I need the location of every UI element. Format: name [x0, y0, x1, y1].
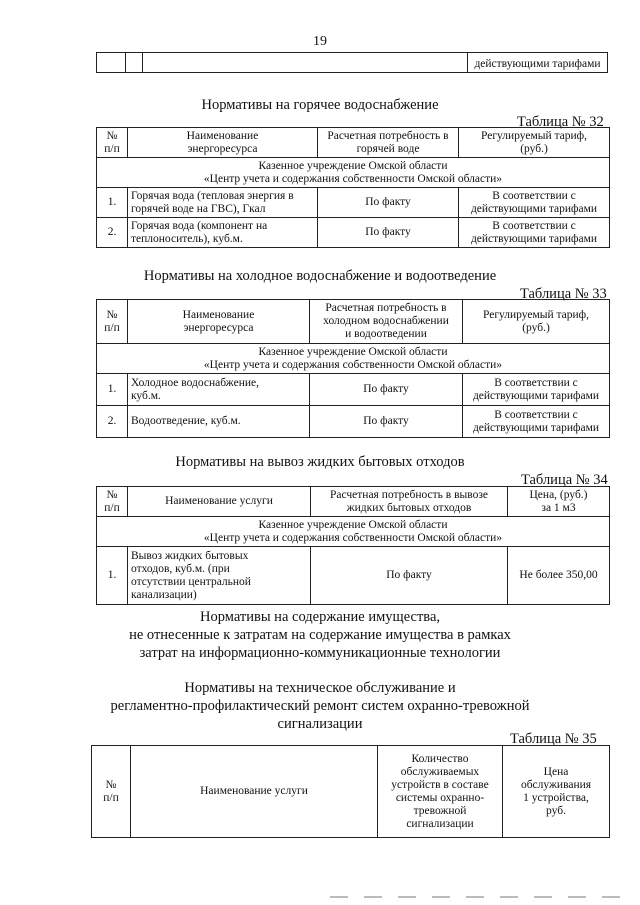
fragment-text: действующими тарифами [468, 53, 608, 73]
section-32-title: Нормативы на горячее водоснабжение [201, 97, 439, 113]
cell-name: Водоотведение, куб.м. [128, 406, 310, 438]
cell-need: По факту [311, 547, 508, 605]
header-name: Наименование услуги [131, 746, 378, 838]
cell-num: 2. [97, 406, 128, 438]
table-33-label: Таблица № 33 [520, 286, 607, 302]
header-num: № п/п [97, 487, 128, 517]
org-row: Казенное учреждение Омской области «Центр учета и содержания собственности Омской области» [97, 158, 610, 188]
cell-need: По факту [310, 374, 463, 406]
table-row [97, 188, 610, 218]
header-num: № п/п [97, 300, 128, 344]
cell-name: Вывоз жидких бытовых отходов, куб.м. (при отсутствии центральной канализации) [128, 547, 311, 605]
header-name: Наименование энергоресурса [128, 128, 318, 158]
previous-table-fragment [96, 52, 608, 73]
cell-num: 1. [97, 547, 128, 605]
section-33-title: Нормативы на холодное водоснабжение и водоотведение [143, 268, 497, 284]
header-need: Расчетная потребность в вывозе жидких бытовых отходов [311, 487, 508, 517]
cell-name: Горячая вода (компонент на теплоноситель), куб.м. [128, 218, 318, 248]
cell-num: 1. [97, 188, 128, 218]
page-number: 19 [313, 34, 327, 49]
header-need: Расчетная потребность в холодном водоснабжении и водоотведении [310, 300, 463, 344]
cell-need: По факту [310, 406, 463, 438]
cell-tariff: В соответствии с действующими тарифами [459, 218, 610, 248]
header-count: Количество обслуживаемых устройств в составе системы охранно- тревожной сигнализации [378, 746, 503, 838]
table-row [97, 406, 610, 438]
header-price: Цена обслуживания 1 устройства, руб. [503, 746, 610, 838]
org-row: Казенное учреждение Омской области «Центр учета и содержания собственности Омской области» [97, 344, 610, 374]
cell-tariff: В соответствии с действующими тарифами [463, 374, 610, 406]
header-name: Наименование услуги [128, 487, 311, 517]
cell-price: Не более 350,00 [508, 547, 610, 605]
table-32-label: Таблица № 32 [517, 114, 604, 130]
header-need: Расчетная потребность в горячей воде [318, 128, 459, 158]
cell-need: По факту [318, 218, 459, 248]
table-row [97, 218, 610, 248]
header-tariff: Регулируемый тариф, (руб.) [459, 128, 610, 158]
table-35 [91, 745, 610, 838]
table-32 [96, 127, 610, 248]
table-34-label: Таблица № 34 [521, 472, 608, 488]
table-33 [96, 299, 610, 438]
table-row [97, 547, 610, 605]
property-heading: Нормативы на содержание имущества, не отнесенные к затратам на содержание имущества в рамках затрат на информационно-коммуникационные технологии [129, 609, 511, 661]
header-num: № п/п [97, 128, 128, 158]
cell-name: Горячая вода (тепловая энергия в горячей воде на ГВС), Гкал [128, 188, 318, 218]
cell-need: По факту [318, 188, 459, 218]
org-row: Казенное учреждение Омской области «Центр учета и содержания собственности Омской области» [97, 517, 610, 547]
cell-tariff: В соответствии с действующими тарифами [459, 188, 610, 218]
cell-name: Холодное водоснабжение, куб.м. [128, 374, 310, 406]
section-34-title: Нормативы на вывоз жидких бытовых отходов [175, 454, 465, 470]
table-row [97, 374, 610, 406]
header-price: Цена, (руб.) за 1 м3 [508, 487, 610, 517]
scan-artifact [330, 896, 620, 898]
header-name: Наименование энергоресурса [128, 300, 310, 344]
header-num: № п/п [92, 746, 131, 838]
cell-num: 1. [97, 374, 128, 406]
cell-num: 2. [97, 218, 128, 248]
section-35-title: Нормативы на техническое обслуживание и регламентно-профилактический ремонт систем охранно-тревожной сигнализации [110, 680, 530, 732]
header-tariff: Регулируемый тариф, (руб.) [463, 300, 610, 344]
table-35-label: Таблица № 35 [510, 731, 597, 747]
table-34 [96, 486, 610, 605]
cell-tariff: В соответствии с действующими тарифами [463, 406, 610, 438]
